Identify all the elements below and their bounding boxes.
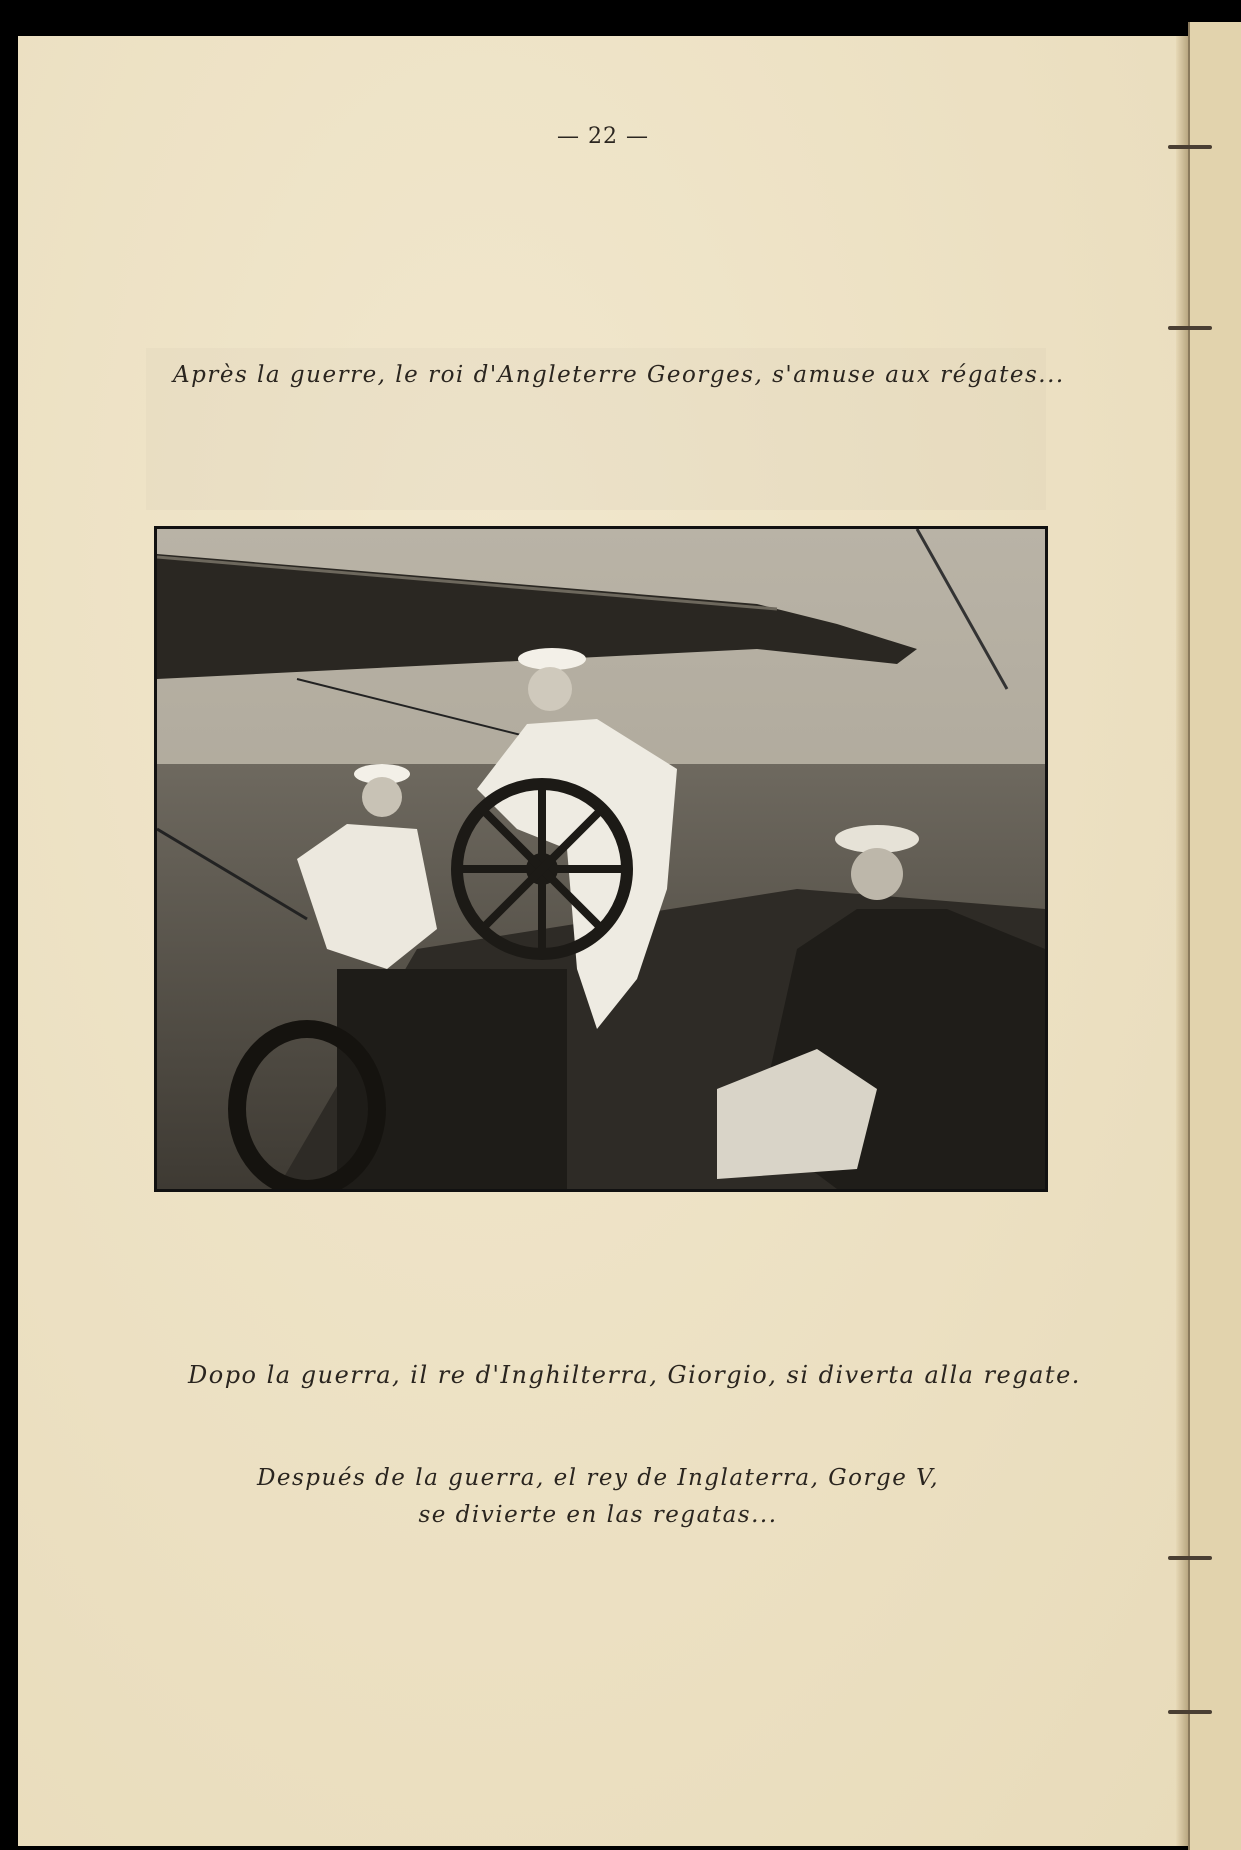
binding-stitch bbox=[1168, 1710, 1212, 1714]
adjacent-page-edge bbox=[1188, 22, 1241, 1850]
binding-stitch bbox=[1168, 145, 1212, 149]
caption-spanish-line-1: Después de la guerra, el rey de Inglaterra, Gorge V, bbox=[256, 1465, 940, 1491]
photograph-sailing-yacht-helm-icon bbox=[157, 529, 1045, 1189]
binding-stitch bbox=[1168, 1556, 1212, 1560]
caption-french: Après la guerre, le roi d'Angleterre Georges, s'amuse aux régates... bbox=[173, 362, 1065, 388]
book-page bbox=[18, 36, 1188, 1846]
page-number: — 22 — bbox=[557, 124, 649, 149]
caption-italian: Dopo la guerra, il re d'Inghilterra, Giorgio, si diverta alla regate. bbox=[188, 1361, 1081, 1389]
binding-shadow bbox=[1176, 36, 1188, 1846]
yacht-regatta-photograph bbox=[154, 526, 1048, 1192]
binding-stitch bbox=[1168, 326, 1212, 330]
caption-spanish bbox=[238, 1460, 958, 1534]
caption-spanish-line-2: se divierte en las regatas... bbox=[418, 1502, 778, 1528]
